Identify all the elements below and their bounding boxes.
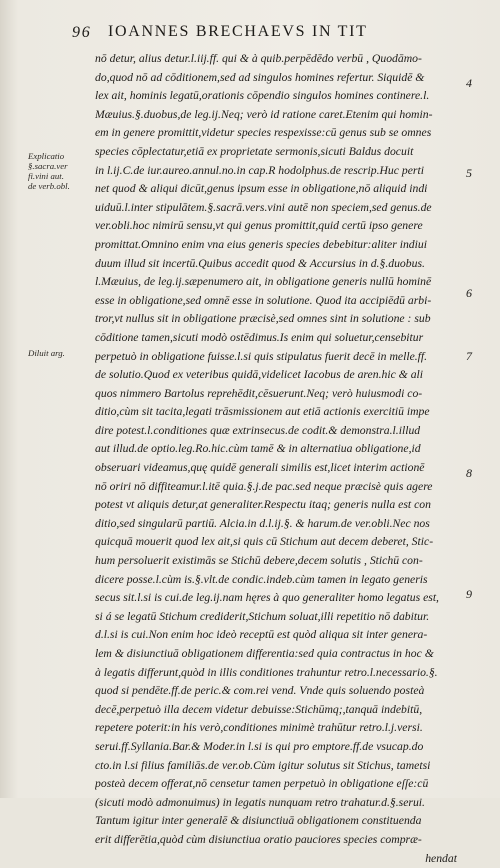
body-line: nō oriri nō diffiteamur.l.itē quia.§.j.de pac.sed neque præcisè quis agere xyxy=(95,479,433,493)
body-line: quos nimmero Bartolus reprehēdit,cēsuerunt.Neq; verò huiusmodi co- xyxy=(95,386,423,400)
side-number: 9 xyxy=(466,587,472,601)
body-line: aut illud.de optio.leg.Ro.hic.cùm tamē & in alternatiua obligatione,id xyxy=(95,442,421,456)
body-line: hendat xyxy=(425,851,457,865)
margin-note-explicatio xyxy=(28,151,90,191)
body-line: lex ait, hominis legatū,orationis cōpendio singulos homines continere.l. xyxy=(95,89,430,103)
page-number: 96 xyxy=(72,24,92,41)
margin-note-line: Diluit arg. xyxy=(28,348,65,358)
side-number: 7 xyxy=(466,349,472,363)
margin-note-line: fi.vini aut. xyxy=(28,171,64,181)
body-line: Tantum igitur inter generalē & disiunctiuā obligationem constituenda xyxy=(95,814,422,828)
body-line: cto.in l.si filius familiās.de ver.ob.Cùm igitur solutus sit Stichus, tametsi xyxy=(95,758,431,772)
body-line: ver.obli.hoc nimirū sensu,vt qui genus promittit,quid certū ipso genere xyxy=(95,219,423,233)
body-line: cōditione tamen,sicuti modò ostēdimus.Is enim qui soluetur,censebitur xyxy=(95,330,424,344)
body-line: dicere posse.l.cùm is.§.vlt.de condic.indeb.cùm tamen in legato generis xyxy=(95,572,428,586)
body-line: secus sit.l.si is cui.de leg.ij.nam hęres à quo generaliter homo legatus est, xyxy=(95,591,439,605)
body-line: uiduū.l.inter stipulātem.§.sacrā.vers.vini autē non speciem,sed genus.de xyxy=(95,200,432,214)
margin-note-line: Explicatio xyxy=(28,151,65,161)
body-line: tror,vt nullus sit in obligatione præcisè,sed omnes sint in solutione : sub xyxy=(95,312,431,326)
body-line: si á se legatū Stichum crediderit,Stichum soluat,illi repetitio nō dabitur. xyxy=(95,609,430,623)
body-line: erit differētia,quòd cùm disiunctiua oratio pauciores species compræ- xyxy=(95,832,422,846)
body-line: do,quod nō ad cōditionem,sed ad singulos homines refertur. Siquidē & xyxy=(95,70,425,84)
body-line: repetere poterit:in his verò,conditiones minimè trahūtur retro.l.j.versi. xyxy=(95,721,423,735)
body-line: species cōplectatur,etiā ex proprietate sermonis,sicuti Baldus docuit xyxy=(95,144,414,158)
body-line: potest vt aliquis detur,at generaliter.Respectu itaq; generis nulla est con xyxy=(95,498,431,512)
running-head: IOANNES BRECHAEVS IN TIT xyxy=(108,23,368,40)
body-line: hum persoluerit existimās se Stichū debere,decem solutis , Stichū con- xyxy=(95,554,423,568)
margin-note-line: §.sacra.ver xyxy=(28,161,68,171)
body-line: lem & disiunctiuā obligationem differentia:sed quia contractus in hoc & xyxy=(95,647,434,660)
side-number: 4 xyxy=(466,76,472,90)
body-line: decē,perpetuò illa decem videtur debuisse:Stichūmq;,tanquā indebitū, xyxy=(95,702,423,716)
body-line: obseruari videamus,quę quidē generali similis est,licet interim actionē xyxy=(95,461,425,475)
body-line: dire potest.l.conditiones quæ extrinsecus.de codit.& demonstra.l.illud xyxy=(95,423,421,437)
body-line: in l.ij.C.de iur.aureo.annul.no.in cap.R hodolphus.de rescrip.Huc perti xyxy=(95,163,424,177)
main-text-block xyxy=(95,50,457,868)
body-line: ditio,sed singularū partiū. Alcia.in d.l.ij.§. & harum.de ver.obli.Nec nos xyxy=(95,516,430,530)
body-line: à legatis differunt,quòd in illis conditiones trahuntur retro.l.necessario.§. xyxy=(95,665,438,679)
side-number: 6 xyxy=(466,286,472,300)
body-line: de solutio.Quod ex veteribus quidā,videlicet Iacobus de aren.hic & ali xyxy=(95,368,424,382)
body-line: ditio,cùm sit tacita,legati trāsmissionem aut etiā actionis exercitiū impe xyxy=(95,405,430,419)
body-line: nō detur, alius detur.l.iij.ff. qui & à quib.perpēdēdo verbū , Quodāmo- xyxy=(95,52,422,65)
margin-note-diluit xyxy=(28,348,90,358)
body-line: d.l.si is cui.Non enim hoc ideò receptū est quòd aliqua sit inter genera- xyxy=(95,628,428,642)
body-line: em in genere promittit,videtur species respexisse:cū genus sub se omnes xyxy=(95,126,432,140)
side-number: 8 xyxy=(466,466,472,480)
page-header xyxy=(72,24,462,44)
body-line: promittat.Omnino enim vna eius generis species debebitur:aliter indiui xyxy=(95,237,427,251)
body-line: (sicuti modò admonuimus) in legatis nunquam retro trahatur.d.§.serui. xyxy=(95,795,425,809)
body-line: quicquā mouerit quod lex ait,si quis cū Stichum aut decem deberet, Stic- xyxy=(95,535,434,549)
body-line: l.Mæuius, de leg.ij.sæpenumero ait, in obligatione generis nullū hominē xyxy=(95,275,432,289)
body-line: net quod & aliqui dicūt,genus ipsum esse in obligatione,nō aliquid indi xyxy=(95,182,428,196)
body-line: duum illud sit incertū.Quibus accedit quod & Accursius in d.§.duobus. xyxy=(95,256,425,270)
body-line: posteà decem offerat,nō censetur tamen perpetuò in obligatione eſſe:cū xyxy=(95,777,429,791)
side-number: 5 xyxy=(466,166,472,180)
body-line: perpetuò in obligatione fuisse.l.si quis stipulatus fuerit decē in melle.ff. xyxy=(95,349,428,363)
body-line: esse in obligatione,sed omnē esse in solutione. Quod ita accipiēdū arbi- xyxy=(95,293,432,307)
margin-note-line: de verb.obl. xyxy=(28,181,70,191)
body-line: Mæuius.§.duobus,de leg.ij.Neq; verò id ratione caret.Etenim qui homin- xyxy=(95,107,433,121)
body-line: quod si pendēte.ff.de peric.& com.rei vend. Vnde quis soluendo posteà xyxy=(95,684,425,698)
body-line: serui.ff.Syllania.Bar.& Moder.in l.si is qui pro emptore.ff.de vsucap.do xyxy=(95,739,424,753)
